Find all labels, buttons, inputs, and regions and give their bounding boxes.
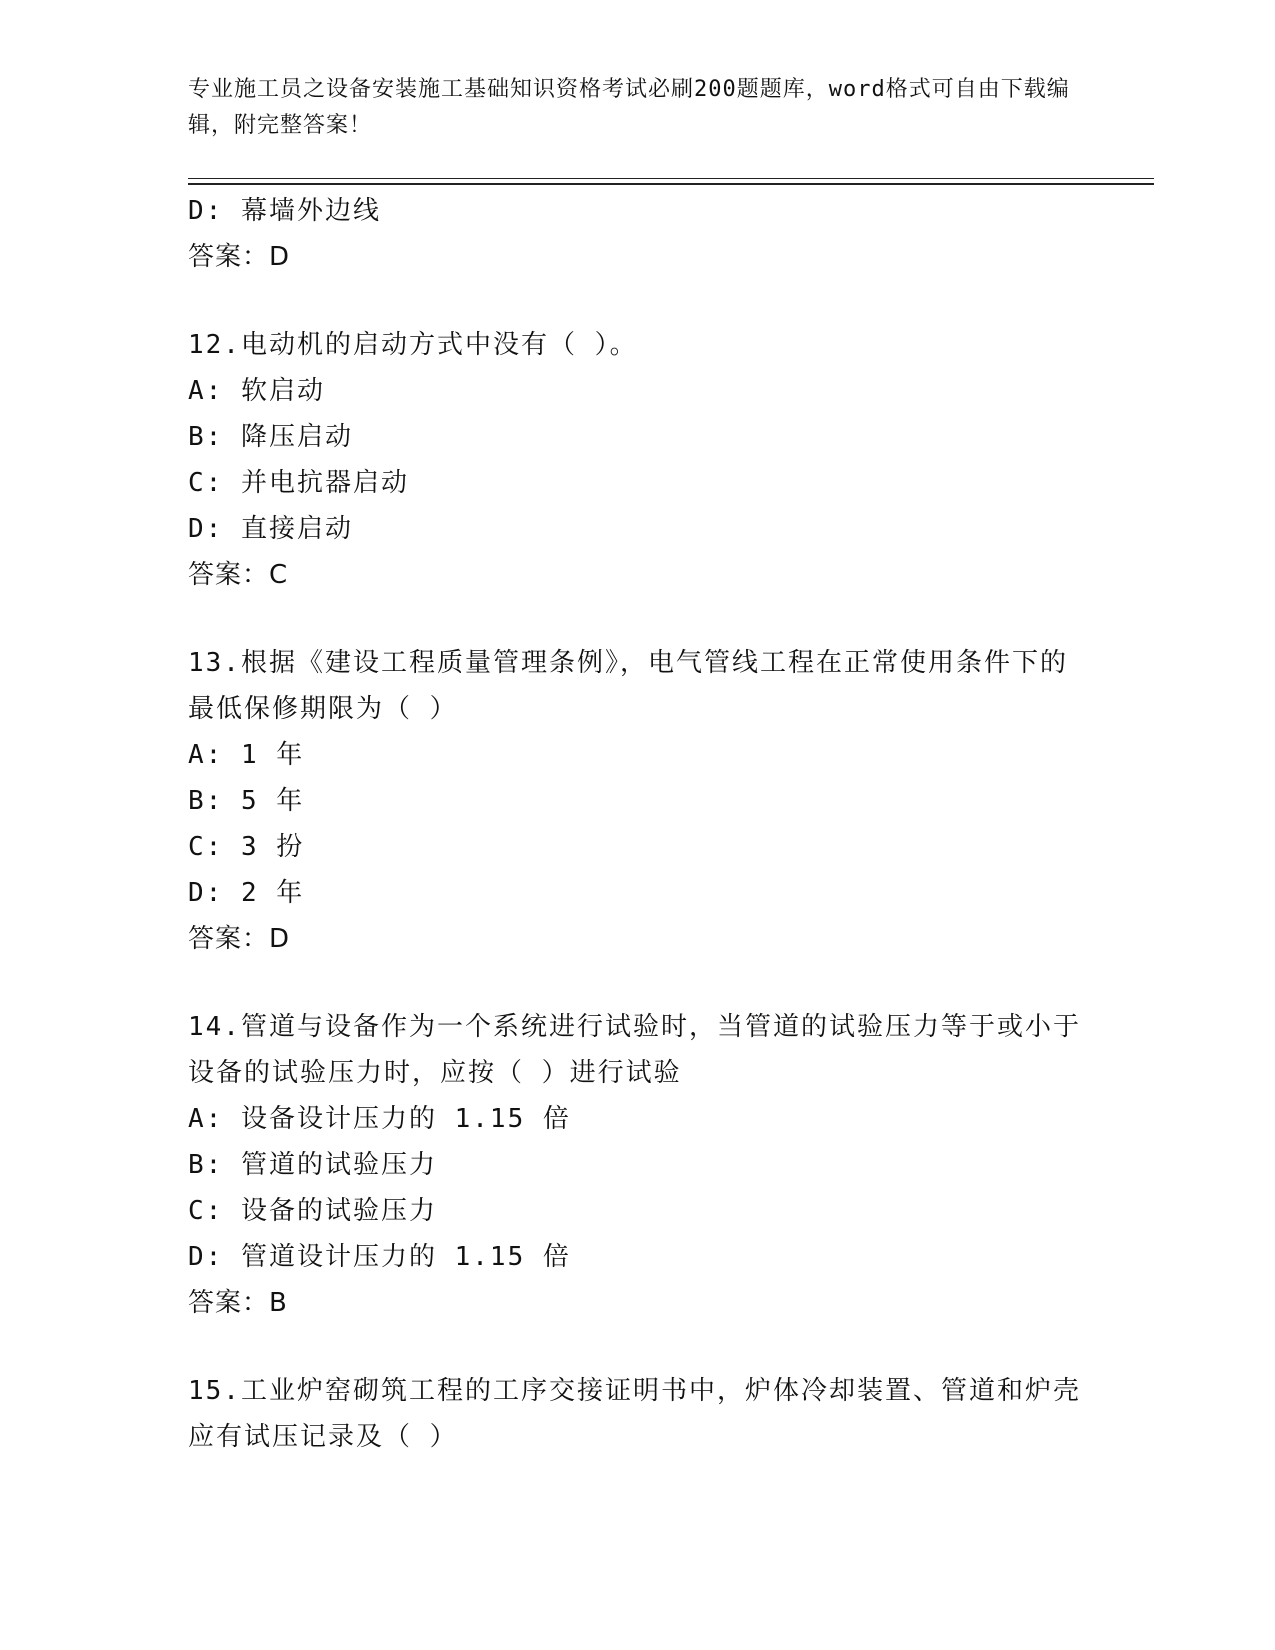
- question-list: [188, 188, 1088, 1460]
- answer: 答案：D: [188, 924, 291, 954]
- option-a: A: 软启动: [188, 376, 325, 406]
- question-text: 12.电动机的启动方式中没有（ ）。: [188, 330, 638, 360]
- option-c: C: 设备的试验压力: [188, 1196, 437, 1226]
- answer: 答案：B: [188, 1288, 288, 1318]
- option-d: D: 幕墙外边线: [188, 196, 381, 226]
- option-d: D: 直接启动: [188, 514, 353, 544]
- option-c: C: 3 扮: [188, 832, 305, 862]
- question-text: 14.管道与设备作为一个系统进行试验时，当管道的试验压力等于或小于设备的试验压力时，应按（ ）进行试验: [188, 1012, 1081, 1088]
- question-13: [188, 640, 1088, 962]
- header-divider-thick: [188, 183, 1154, 185]
- question-text: 13.根据《建设工程质量管理条例》，电气管线工程在正常使用条件下的最低保修期限为（ ）: [188, 648, 1068, 724]
- option-b: B: 管道的试验压力: [188, 1150, 437, 1180]
- header-divider-thin: [188, 178, 1154, 179]
- answer: 答案：C: [188, 560, 289, 590]
- option-d: D: 管道设计压力的 1.15 倍: [188, 1242, 571, 1272]
- option-b: B: 5 年: [188, 786, 305, 816]
- option-a: A: 1 年: [188, 740, 305, 770]
- question-15: [188, 1368, 1088, 1460]
- option-b: B: 降压启动: [188, 422, 353, 452]
- option-c: C: 并电抗器启动: [188, 468, 409, 498]
- question-text: 15.工业炉窑砌筑工程的工序交接证明书中，炉体冷却装置、管道和炉壳应有试压记录及（ ）: [188, 1376, 1081, 1452]
- answer: 答案：D: [188, 242, 291, 272]
- option-a: A: 设备设计压力的 1.15 倍: [188, 1104, 571, 1134]
- question-14: [188, 1004, 1088, 1326]
- option-d: D: 2 年: [188, 878, 305, 908]
- question-12: [188, 322, 1088, 598]
- document-header: 专业施工员之设备安装施工基础知识资格考试必刷200题题库，word格式可自由下载编辑，附完整答案！: [188, 77, 1070, 138]
